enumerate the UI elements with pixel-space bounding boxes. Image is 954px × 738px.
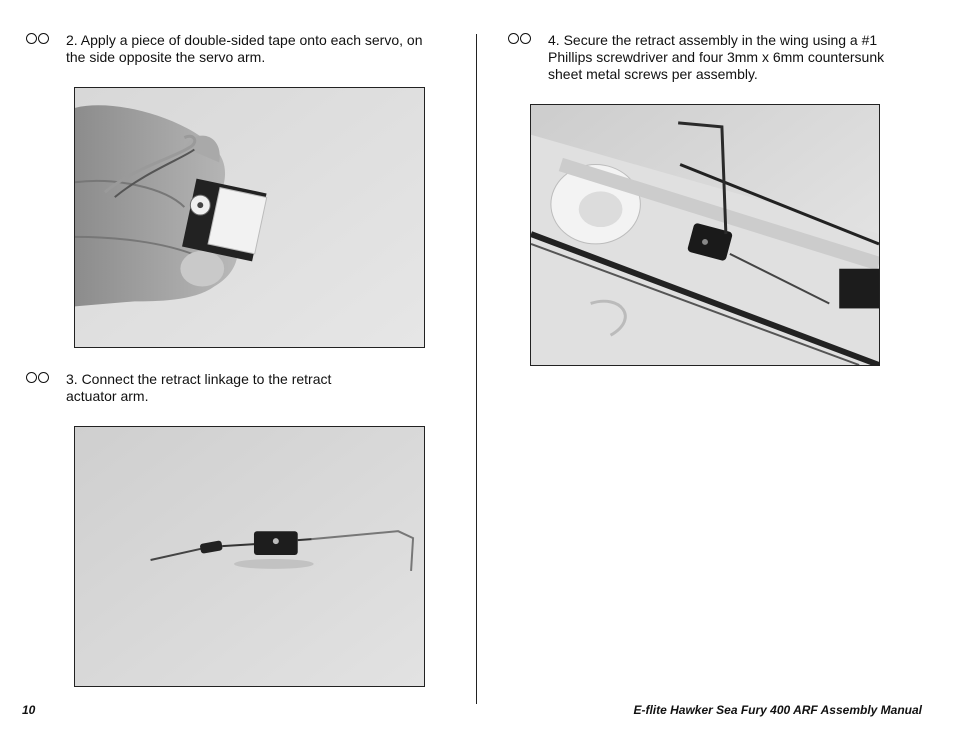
photo-servo-tape — [74, 87, 425, 348]
checkbox-icon[interactable] — [26, 372, 37, 383]
step-3 — [26, 371, 426, 405]
checkbox-icon[interactable] — [38, 372, 49, 383]
checkbox-pair[interactable] — [26, 32, 66, 66]
checkbox-icon[interactable] — [520, 33, 531, 44]
photo-retract-linkage — [74, 426, 425, 687]
checkbox-icon[interactable] — [26, 33, 37, 44]
column-divider — [476, 34, 477, 704]
servo-hand-illustration — [75, 88, 424, 347]
step-2 — [26, 32, 446, 66]
step-3-text: 3. Connect the retract linkage to the retract actuator arm. — [66, 371, 332, 404]
wing-retract-illustration — [531, 105, 879, 365]
step-4 — [508, 32, 908, 83]
manual-title: E-flite Hawker Sea Fury 400 ARF Assembly Manual — [633, 703, 922, 717]
checkbox-pair[interactable] — [26, 371, 66, 405]
page-number: 10 — [22, 703, 36, 717]
checkbox-icon[interactable] — [508, 33, 519, 44]
retract-linkage-illustration — [75, 427, 424, 686]
step-2-text: 2. Apply a piece of double-sided tape onto each servo, on the side opposite the servo arm. — [66, 32, 423, 65]
checkbox-pair[interactable] — [508, 32, 548, 83]
photo-retract-in-wing — [530, 104, 880, 366]
checkbox-icon[interactable] — [38, 33, 49, 44]
step-4-text: 4. Secure the retract assembly in the wing using a #1 Phillips screwdriver and four 3mm x 6mm countersunk sheet metal screws per assembly. — [548, 32, 885, 82]
